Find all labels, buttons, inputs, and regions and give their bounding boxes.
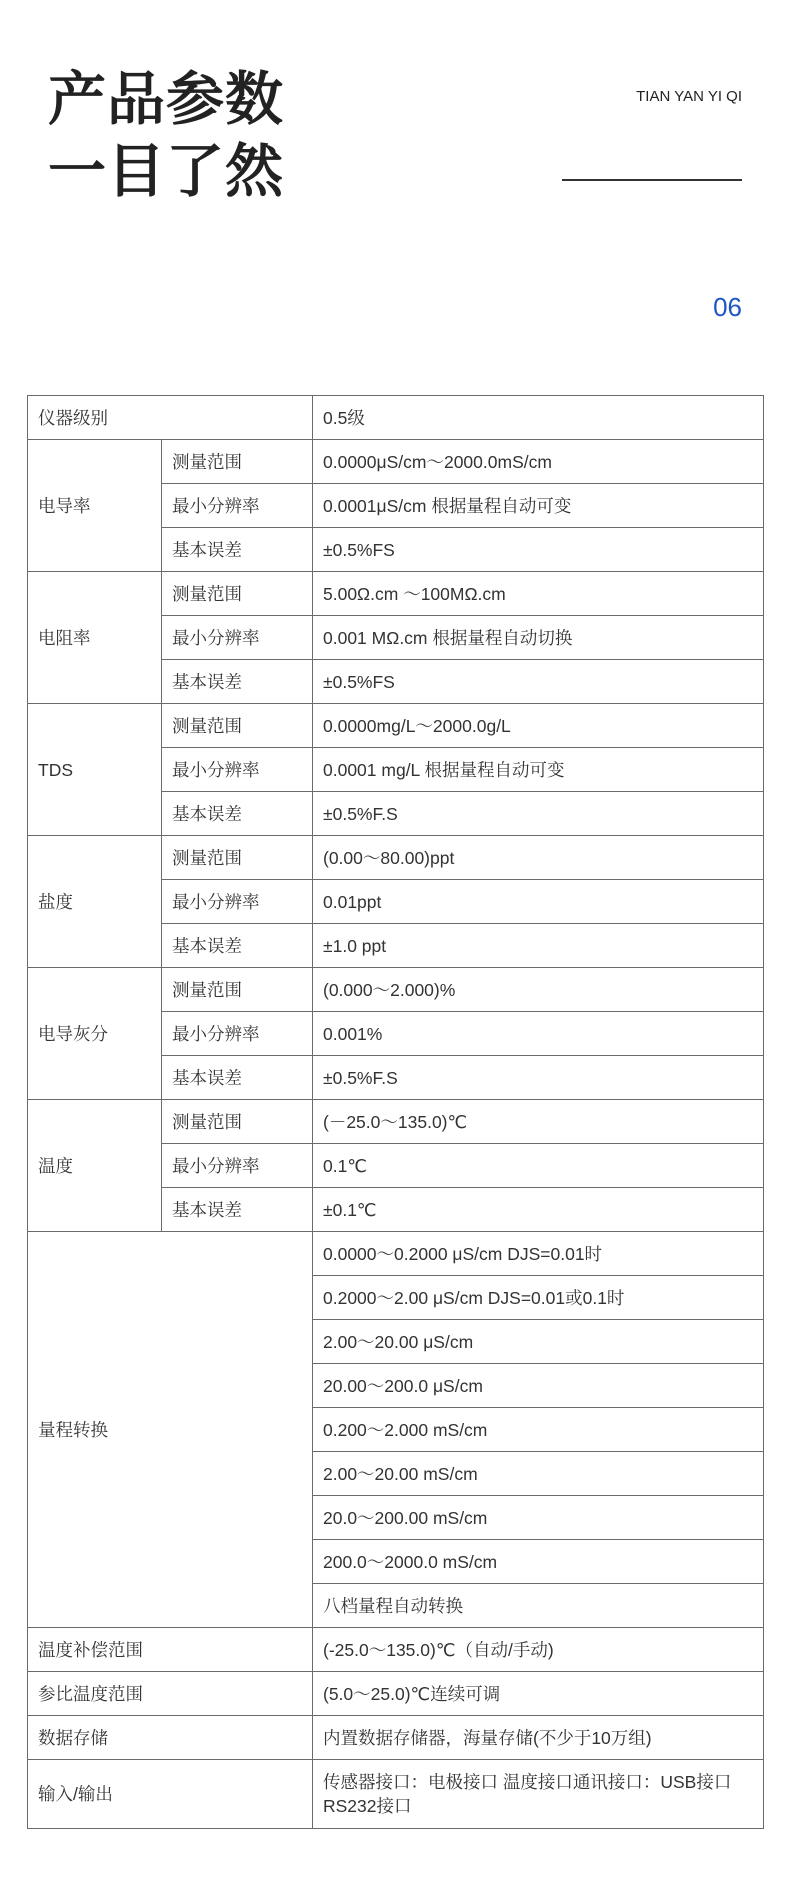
row-value: (-25.0～135.0)℃（自动/手动): [313, 1628, 764, 1672]
table-row: [28, 396, 764, 440]
param-label: 基本误差: [162, 924, 313, 968]
row-label: 参比温度范围: [28, 1672, 313, 1716]
page-title-line1: 产品参数: [48, 65, 285, 133]
table-row: [28, 572, 764, 616]
param-value: (－25.0～135.0)℃: [313, 1100, 764, 1144]
param-label: 测量范围: [162, 968, 313, 1012]
param-label: 基本误差: [162, 792, 313, 836]
param-label: 最小分辨率: [162, 880, 313, 924]
group-label: 量程转换: [28, 1232, 313, 1628]
param-label: 最小分辨率: [162, 484, 313, 528]
param-label: 测量范围: [162, 704, 313, 748]
param-value: 0.01ppt: [313, 880, 764, 924]
row-label: 仪器级别: [28, 396, 313, 440]
row-value: 传感器接口：电极接口 温度接口通讯接口：USB接口RS232接口: [313, 1760, 764, 1829]
row-label: 温度补偿范围: [28, 1628, 313, 1672]
group-label: TDS: [28, 704, 162, 836]
range-value: 20.0～200.00 mS/cm: [313, 1496, 764, 1540]
param-label: 测量范围: [162, 1100, 313, 1144]
table-row: [28, 968, 764, 1012]
param-value: 5.00Ω.cm ～100MΩ.cm: [313, 572, 764, 616]
group-label: 温度: [28, 1100, 162, 1232]
param-label: 基本误差: [162, 1188, 313, 1232]
range-value: 0.0000～0.2000 μS/cm DJS=0.01时: [313, 1232, 764, 1276]
param-label: 最小分辨率: [162, 1012, 313, 1056]
row-value: 0.5级: [313, 396, 764, 440]
range-value: 20.00～200.0 μS/cm: [313, 1364, 764, 1408]
table-row: [28, 1672, 764, 1716]
param-label: 最小分辨率: [162, 1144, 313, 1188]
row-label: 数据存储: [28, 1716, 313, 1760]
group-label: 电导率: [28, 440, 162, 572]
table-row: [28, 1232, 764, 1276]
param-value: 0.001 MΩ.cm 根据量程自动切换: [313, 616, 764, 660]
param-label: 测量范围: [162, 440, 313, 484]
param-label: 基本误差: [162, 660, 313, 704]
param-value: 0.0001 mg/L 根据量程自动可变: [313, 748, 764, 792]
param-value: 0.0000mg/L～2000.0g/L: [313, 704, 764, 748]
param-value: ±0.5%F.S: [313, 1056, 764, 1100]
group-label: 电阻率: [28, 572, 162, 704]
table-row: [28, 1760, 764, 1829]
param-label: 基本误差: [162, 528, 313, 572]
range-value: 2.00～20.00 mS/cm: [313, 1452, 764, 1496]
range-value: 2.00～20.00 μS/cm: [313, 1320, 764, 1364]
param-label: 最小分辨率: [162, 616, 313, 660]
range-value: 200.0～2000.0 mS/cm: [313, 1540, 764, 1584]
param-value: ±0.5%FS: [313, 660, 764, 704]
param-value: (0.000～2.000)%: [313, 968, 764, 1012]
row-value: (5.0～25.0)℃连续可调: [313, 1672, 764, 1716]
table-row: [28, 440, 764, 484]
param-value: 0.0000μS/cm～2000.0mS/cm: [313, 440, 764, 484]
page-title-line2: 一目了然: [48, 137, 285, 205]
table-row: [28, 836, 764, 880]
param-value: ±0.1℃: [313, 1188, 764, 1232]
group-label: 盐度: [28, 836, 162, 968]
range-value: 八档量程自动转换: [313, 1584, 764, 1628]
table-row: [28, 1628, 764, 1672]
row-value: 内置数据存储器，海量存储(不少于10万组): [313, 1716, 764, 1760]
page-number: 06: [713, 292, 742, 322]
param-label: 测量范围: [162, 836, 313, 880]
param-value: ±1.0 ppt: [313, 924, 764, 968]
param-value: ±0.5%FS: [313, 528, 764, 572]
param-label: 基本误差: [162, 1056, 313, 1100]
table-row: [28, 1100, 764, 1144]
param-value: (0.00～80.00)ppt: [313, 836, 764, 880]
range-value: 0.200～2.000 mS/cm: [313, 1408, 764, 1452]
divider-line: [562, 179, 742, 181]
param-value: ±0.5%F.S: [313, 792, 764, 836]
param-value: 0.0001μS/cm 根据量程自动可变: [313, 484, 764, 528]
param-label: 测量范围: [162, 572, 313, 616]
table-row: [28, 704, 764, 748]
range-value: 0.2000～2.00 μS/cm DJS=0.01或0.1时: [313, 1276, 764, 1320]
brand-text: TIAN YAN YI QI: [636, 88, 742, 105]
group-label: 电导灰分: [28, 968, 162, 1100]
param-label: 最小分辨率: [162, 748, 313, 792]
table-row: [28, 1716, 764, 1760]
param-value: 0.1℃: [313, 1144, 764, 1188]
param-value: 0.001%: [313, 1012, 764, 1056]
spec-table: [27, 395, 764, 1829]
row-label: 输入/输出: [28, 1760, 313, 1829]
